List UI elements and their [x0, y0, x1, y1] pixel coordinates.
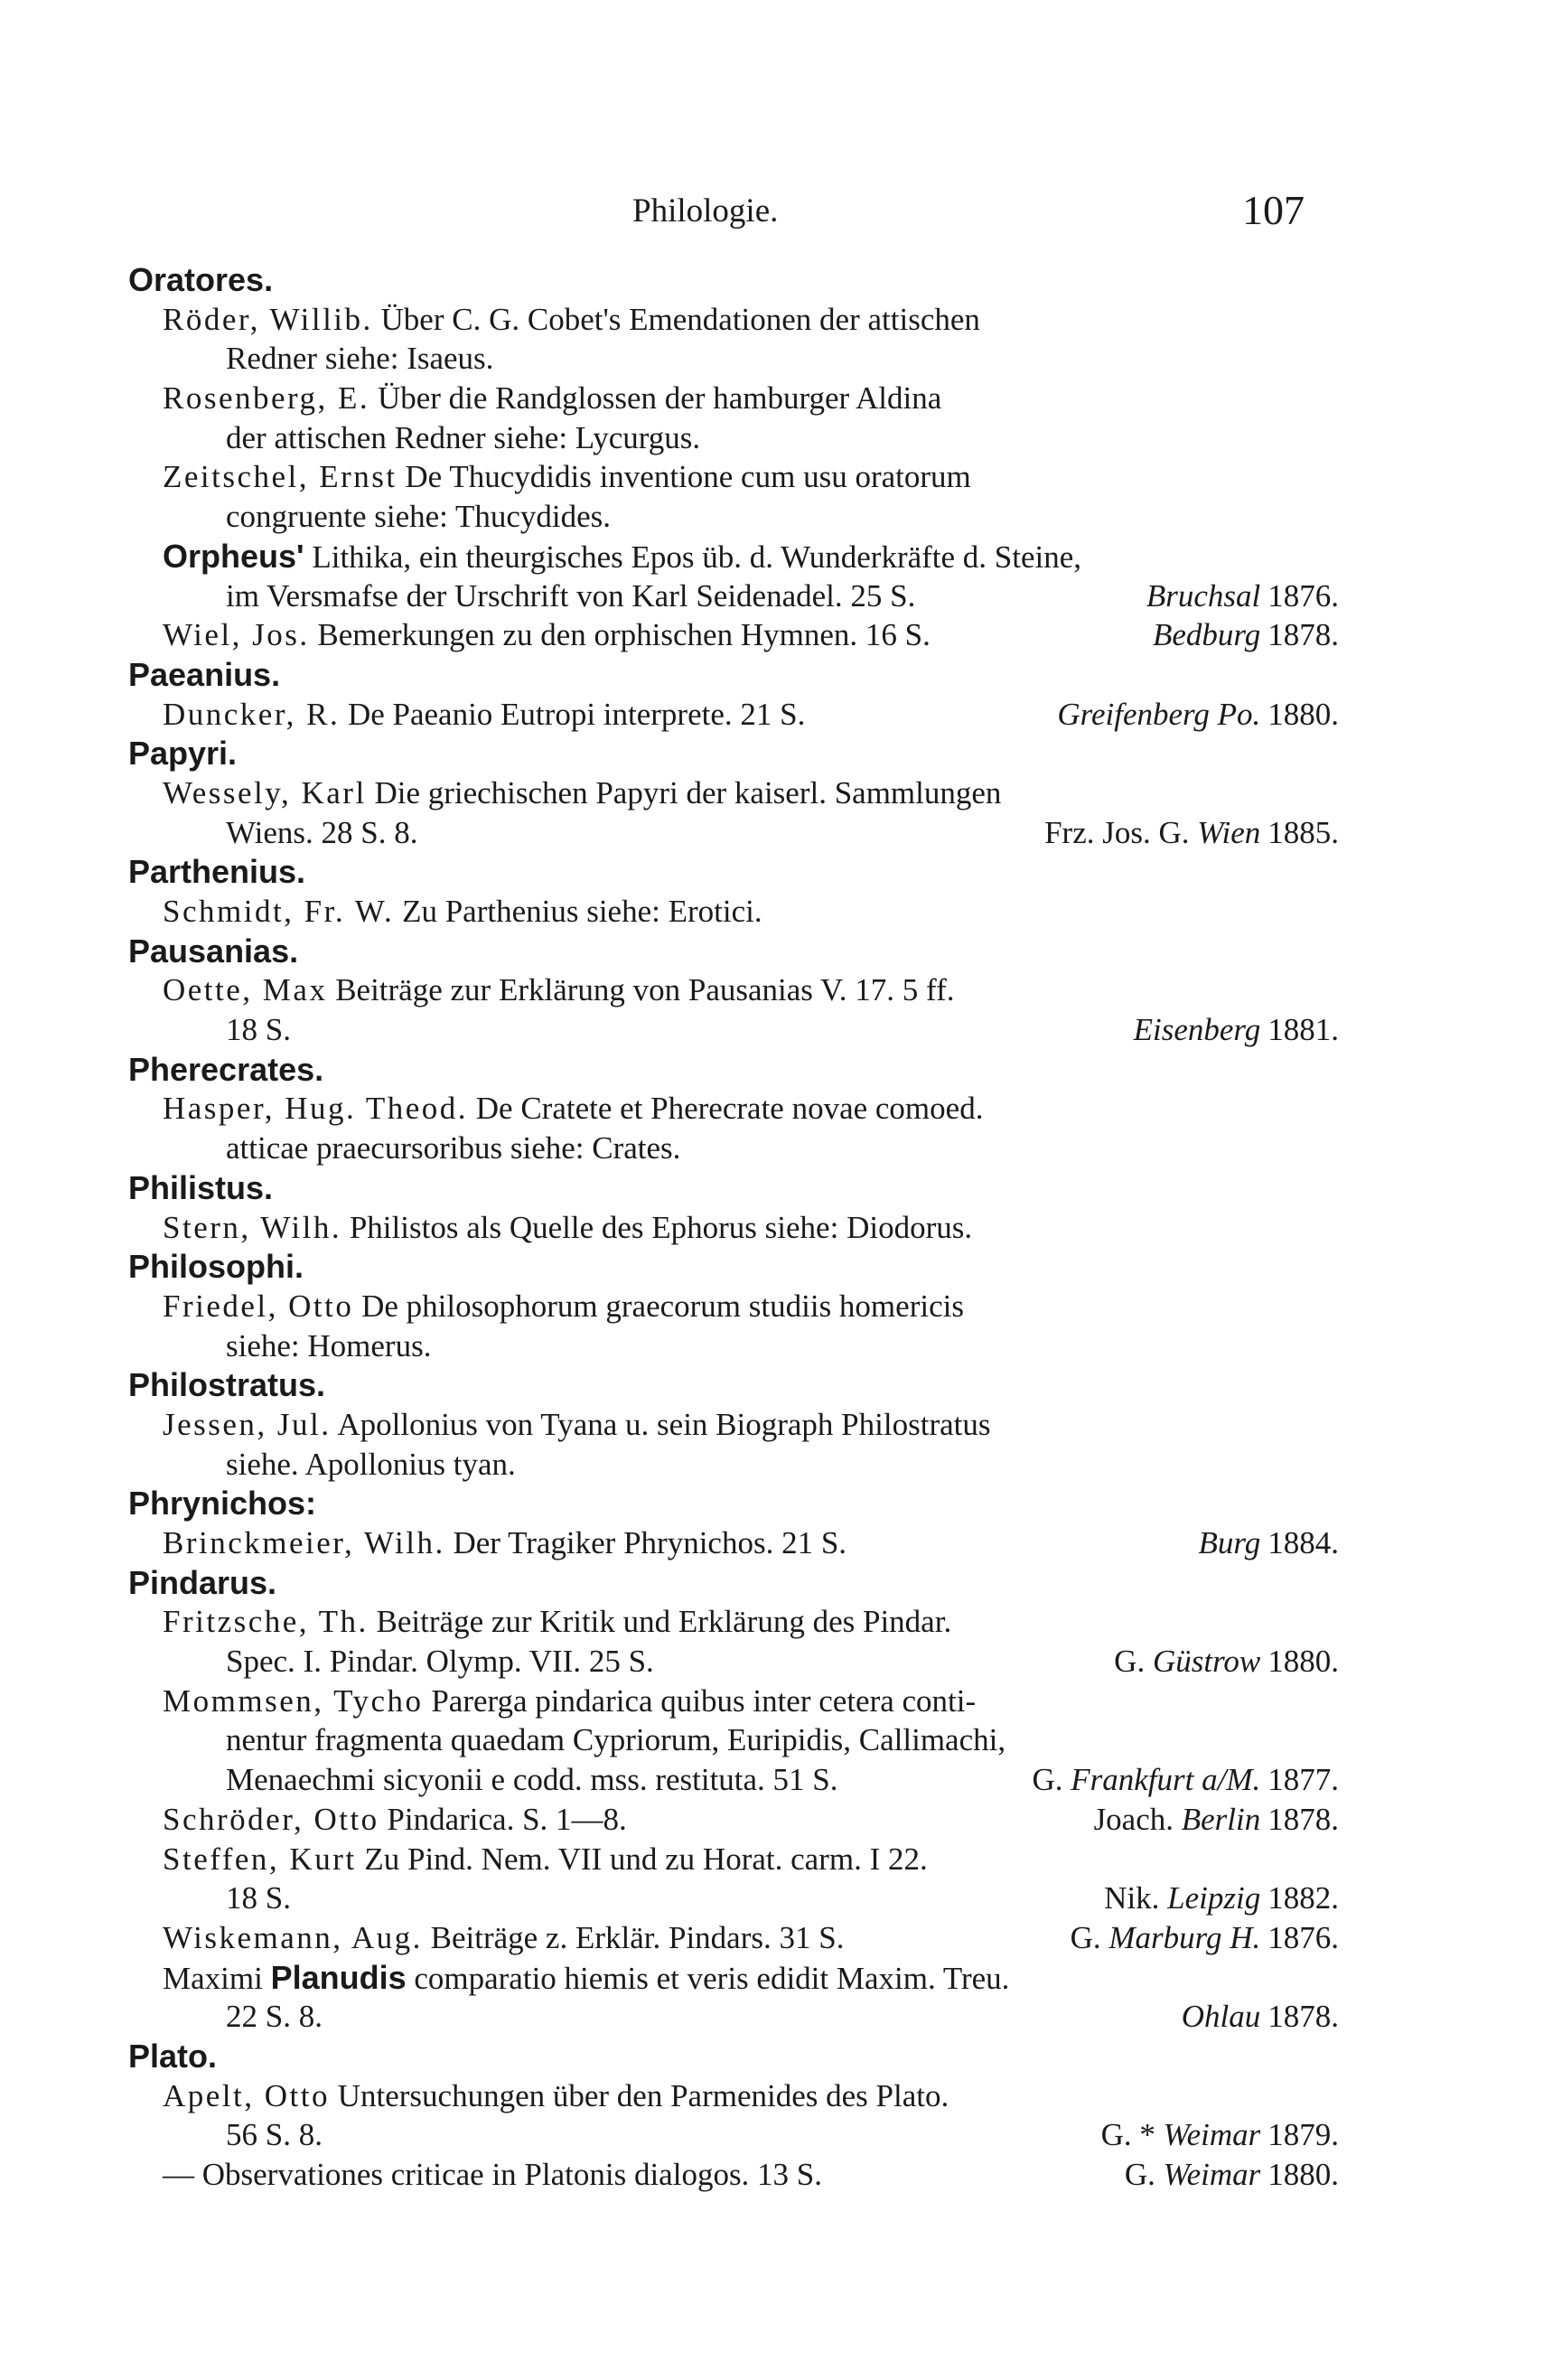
publication-info: [1134, 1010, 1339, 1050]
heading-text: Philosophi.: [128, 1248, 304, 1286]
author-name: Wiel, Jos.: [163, 617, 310, 653]
heading-text: Pherecrates.: [128, 1050, 324, 1088]
section-heading: [128, 1168, 1339, 1208]
entry-text: Der Tragiker Phrynichos. 21 S.: [444, 1525, 847, 1560]
author-name: Steffen, Kurt: [163, 1841, 357, 1877]
entry-continuation: [128, 339, 1339, 379]
section-heading: [128, 1247, 1339, 1287]
entry-continuation: [128, 1129, 1339, 1168]
publisher: G.: [1032, 1762, 1071, 1798]
publication-info: [1125, 2155, 1339, 2195]
entry-text: Beiträge z. Erklär. Pindars. 31 S.: [422, 1919, 845, 1955]
entry-text: Bemerkungen zu den orphischen Hymnen. 16 S.: [309, 617, 931, 653]
bibliography-entry: [128, 970, 1339, 1010]
publisher: G.: [1070, 1919, 1109, 1955]
entry-continuation: [128, 1445, 1339, 1485]
heading-text: Papyri.: [128, 735, 238, 773]
entry-text: Spec. I. Pindar. Olymp. VII. 25 S.: [226, 1644, 654, 1680]
heading-text: Plato.: [128, 2037, 218, 2075]
section-heading: [128, 1563, 1339, 1603]
publisher: Frz. Jos. G.: [1044, 814, 1198, 850]
publisher: G. *: [1100, 2117, 1164, 2153]
bibliography-entry: [128, 615, 1339, 655]
author-name: Brinckmeier, Wilh.: [163, 1525, 445, 1560]
publication-info: [1044, 813, 1339, 853]
section-heading: [128, 1365, 1339, 1405]
bibliography-entry: [128, 300, 1339, 340]
author-name: Oette, Max: [163, 972, 328, 1008]
author-name: Apelt, Otto: [163, 2077, 330, 2113]
section-heading: [128, 1050, 1339, 1090]
running-header: [0, 187, 1562, 246]
year: 1877.: [1267, 1762, 1339, 1798]
heading-text: Paeanius.: [128, 655, 281, 693]
heading-text: Pausanias.: [128, 932, 299, 970]
year: 1878.: [1267, 1999, 1339, 2035]
entry-text: congruente siehe: Thucydides.: [226, 499, 612, 535]
year: 1880.: [1267, 696, 1339, 732]
bibliography-entry: [128, 537, 1339, 576]
entry-text: Untersuchungen über den Parmenides des Plato.: [329, 2077, 949, 2113]
section-heading: [128, 734, 1339, 773]
year: 1878.: [1267, 1801, 1339, 1837]
bibliography-entry: [128, 1958, 1339, 1998]
year: 1881.: [1267, 1012, 1339, 1048]
heading-text: Pindarus.: [128, 1563, 277, 1601]
author-name: Röder, Willib.: [163, 301, 373, 337]
author-name: Schmidt, Fr. W.: [163, 894, 395, 929]
author-name: —: [163, 2157, 194, 2192]
bibliography-entry: [128, 1405, 1339, 1445]
section-heading: [128, 852, 1339, 892]
section-heading: [128, 1484, 1339, 1523]
publication-info: [1153, 615, 1339, 655]
section-heading: [128, 2037, 1339, 2076]
year: 1882.: [1267, 1880, 1339, 1916]
entry-text: Zu Parthenius siehe: Erotici.: [394, 894, 762, 929]
author-name: Schröder, Otto: [163, 1801, 379, 1837]
publication-info: [1114, 1642, 1339, 1682]
author-name: Mommsen, Tycho: [163, 1682, 424, 1719]
entry-text: 56 S. 8.: [226, 2117, 323, 2153]
publication-info: [1071, 1918, 1339, 1958]
publication-info: [1032, 1760, 1339, 1800]
place: Bedburg: [1153, 617, 1261, 653]
publisher: G.: [1124, 2157, 1164, 2192]
publication-info: [1104, 1879, 1339, 1918]
entry-text: 18 S.: [226, 1012, 291, 1048]
bibliography-entry: [128, 892, 1339, 932]
entry-text: Lithika, ein theurgisches Epos üb. d. Wunderkräfte d. Steine,: [304, 539, 1082, 575]
entry-continuation: [128, 1642, 1339, 1682]
entry-continuation: [128, 576, 1339, 616]
entry-text-prefix: Maximi: [163, 1960, 271, 1996]
heading-text: Phrynichos:: [128, 1485, 317, 1523]
entry-continuation: [128, 497, 1339, 537]
heading-text: Philistus.: [128, 1168, 274, 1206]
bibliography-entry: [128, 1840, 1339, 1879]
entry-text: siehe: Homerus.: [226, 1327, 432, 1363]
bibliography-entry: [128, 1602, 1339, 1642]
entry-text: atticae praecursoribus siehe: Crates.: [226, 1130, 681, 1167]
publisher: Nik.: [1104, 1880, 1168, 1916]
entry-continuation: [128, 418, 1339, 458]
section-heading: [128, 655, 1339, 695]
bibliography-entry: [128, 1918, 1339, 1958]
author-name: Stern, Wilh.: [163, 1209, 342, 1245]
entry-continuation: [128, 1879, 1339, 1918]
bibliography-entry: [128, 1682, 1339, 1721]
entry-continuation: [128, 1997, 1339, 2037]
year: 1878.: [1267, 617, 1339, 653]
entry-text: De Paeanio Eutropi interprete. 21 S.: [340, 696, 806, 732]
entry-text: Beiträge zur Erklärung von Pausanias V. 17. 5 ff.: [327, 972, 955, 1008]
place: Güstrow: [1152, 1644, 1261, 1680]
bibliography-entry: [128, 1208, 1339, 1248]
entry-continuation: [128, 1760, 1339, 1800]
page-number: 107: [1242, 187, 1305, 233]
entry-text: Apollonius von Tyana u. sein Biograph Philostratus: [331, 1406, 991, 1442]
place: Bruchsal: [1146, 577, 1261, 614]
entry-text: De Thucydidis inventione cum usu oratorum: [397, 459, 971, 495]
place: Burg: [1198, 1525, 1261, 1560]
year: 1885.: [1267, 814, 1339, 850]
publication-info: [1182, 1997, 1339, 2037]
bibliography-entry: [128, 695, 1339, 735]
entry-text: Zu Pind. Nem. VII und zu Horat. carm. I 22.: [356, 1841, 928, 1877]
section-heading: [128, 932, 1339, 971]
publisher: G.: [1114, 1644, 1153, 1680]
year: 1884.: [1267, 1525, 1339, 1560]
entry-text: comparatio hiemis et veris edidit Maxim. Treu.: [406, 1960, 1010, 1996]
year: 1880.: [1267, 2157, 1339, 2192]
heading-text: Parthenius.: [128, 853, 306, 891]
entry-text: Redner siehe: Isaeus.: [226, 341, 494, 377]
entry-text: Menaechmi sicyonii e codd. mss. restituta. 51 S.: [226, 1762, 838, 1798]
entry-text: Die griechischen Papyri der kaiserl. Sammlungen: [366, 774, 1002, 811]
heading-text: Philostratus.: [128, 1366, 326, 1404]
place: Greifenberg Po.: [1057, 696, 1261, 732]
entry-text: im Versmafse der Urschrift von Karl Seidenadel. 25 S.: [226, 577, 916, 614]
publisher: Joach.: [1093, 1801, 1182, 1837]
section-heading: [128, 260, 1339, 300]
entry-text: 22 S. 8.: [226, 1999, 323, 2035]
entry-continuation: [128, 1326, 1339, 1366]
place: Weimar: [1163, 2117, 1261, 2153]
entry-text: der attischen Redner siehe: Lycurgus.: [226, 419, 701, 455]
bibliography-entry: [128, 2155, 1339, 2195]
entry-continuation: [128, 1010, 1339, 1050]
publication-info: [1199, 1523, 1339, 1563]
bibliography-entry: [128, 1089, 1339, 1129]
bibliography-entry: [128, 1287, 1339, 1326]
subject-name: Planudis: [270, 1958, 407, 1996]
author-name: Wiskemann, Aug.: [163, 1919, 423, 1955]
author-name: Jessen, Jul.: [163, 1406, 332, 1442]
entry-text: Observationes criticae in Platonis dialogos. 13 S.: [194, 2157, 823, 2192]
author-name: Friedel, Otto: [163, 1288, 354, 1324]
entry-continuation: [128, 1720, 1339, 1760]
running-title: Philologie.: [632, 192, 779, 230]
place: Ohlau: [1181, 1999, 1261, 2035]
entry-text: Philistos als Quelle des Ephorus siehe: Diodorus.: [341, 1209, 973, 1245]
place: Weimar: [1163, 2157, 1261, 2192]
entry-continuation: [128, 813, 1339, 853]
entry-continuation: [128, 2115, 1339, 2155]
author-name: Rosenberg, E.: [163, 380, 370, 417]
year: 1876.: [1267, 1919, 1339, 1955]
publication-info: [1094, 1800, 1339, 1840]
publication-info: [1101, 2115, 1339, 2155]
entry-text: Parerga pindarica quibus inter cetera conti-: [423, 1682, 977, 1719]
place: Frankfurt a/M.: [1071, 1762, 1261, 1798]
bibliography-entry: [128, 1523, 1339, 1563]
bibliography-entry: [128, 457, 1339, 497]
bibliography-list: [128, 260, 1339, 2195]
place: Leipzig: [1167, 1880, 1261, 1916]
entry-text: Beiträge zur Kritik und Erklärung des Pindar.: [368, 1604, 952, 1640]
entry-text: Wiens. 28 S. 8.: [226, 814, 418, 850]
place: Eisenberg: [1133, 1012, 1261, 1048]
author-name: Zeitschel, Ernst: [163, 459, 398, 495]
entry-text: 18 S.: [226, 1880, 291, 1916]
subject-name: Orpheus': [163, 537, 304, 575]
bibliography-entry: [128, 2076, 1339, 2116]
year: 1879.: [1267, 2117, 1339, 2153]
bibliography-entry: [128, 1800, 1339, 1840]
heading-text: Oratores.: [128, 261, 274, 298]
entry-text: De Cratete et Pherecrate novae comoed.: [468, 1091, 984, 1127]
entry-text: nentur fragmenta quaedam Cypriorum, Euripidis, Callimachi,: [226, 1722, 1006, 1758]
bibliography-entry: [128, 379, 1339, 418]
publication-info: [1146, 576, 1339, 616]
entry-text: Über die Randglossen der hamburger Aldina: [369, 380, 942, 417]
bibliography-entry: [128, 773, 1339, 813]
publication-info: [1057, 695, 1339, 735]
author-name: Wessely, Karl: [163, 774, 367, 811]
place: Berlin: [1181, 1801, 1261, 1837]
author-name: Duncker, R.: [163, 696, 341, 732]
entry-text: Pindarica. S. 1—8.: [379, 1801, 627, 1837]
year: 1876.: [1267, 577, 1339, 614]
place: Marburg H.: [1108, 1919, 1261, 1955]
year: 1880.: [1267, 1644, 1339, 1680]
entry-text: Über C. G. Cobet's Emendationen der attischen: [372, 301, 980, 337]
author-name: Hasper, Hug. Theod.: [163, 1091, 469, 1127]
place: Wien: [1197, 814, 1261, 850]
entry-text: siehe. Apollonius tyan.: [226, 1446, 516, 1482]
author-name: Fritzsche, Th.: [163, 1604, 369, 1640]
entry-text: De philosophorum graecorum studiis homericis: [353, 1288, 964, 1324]
